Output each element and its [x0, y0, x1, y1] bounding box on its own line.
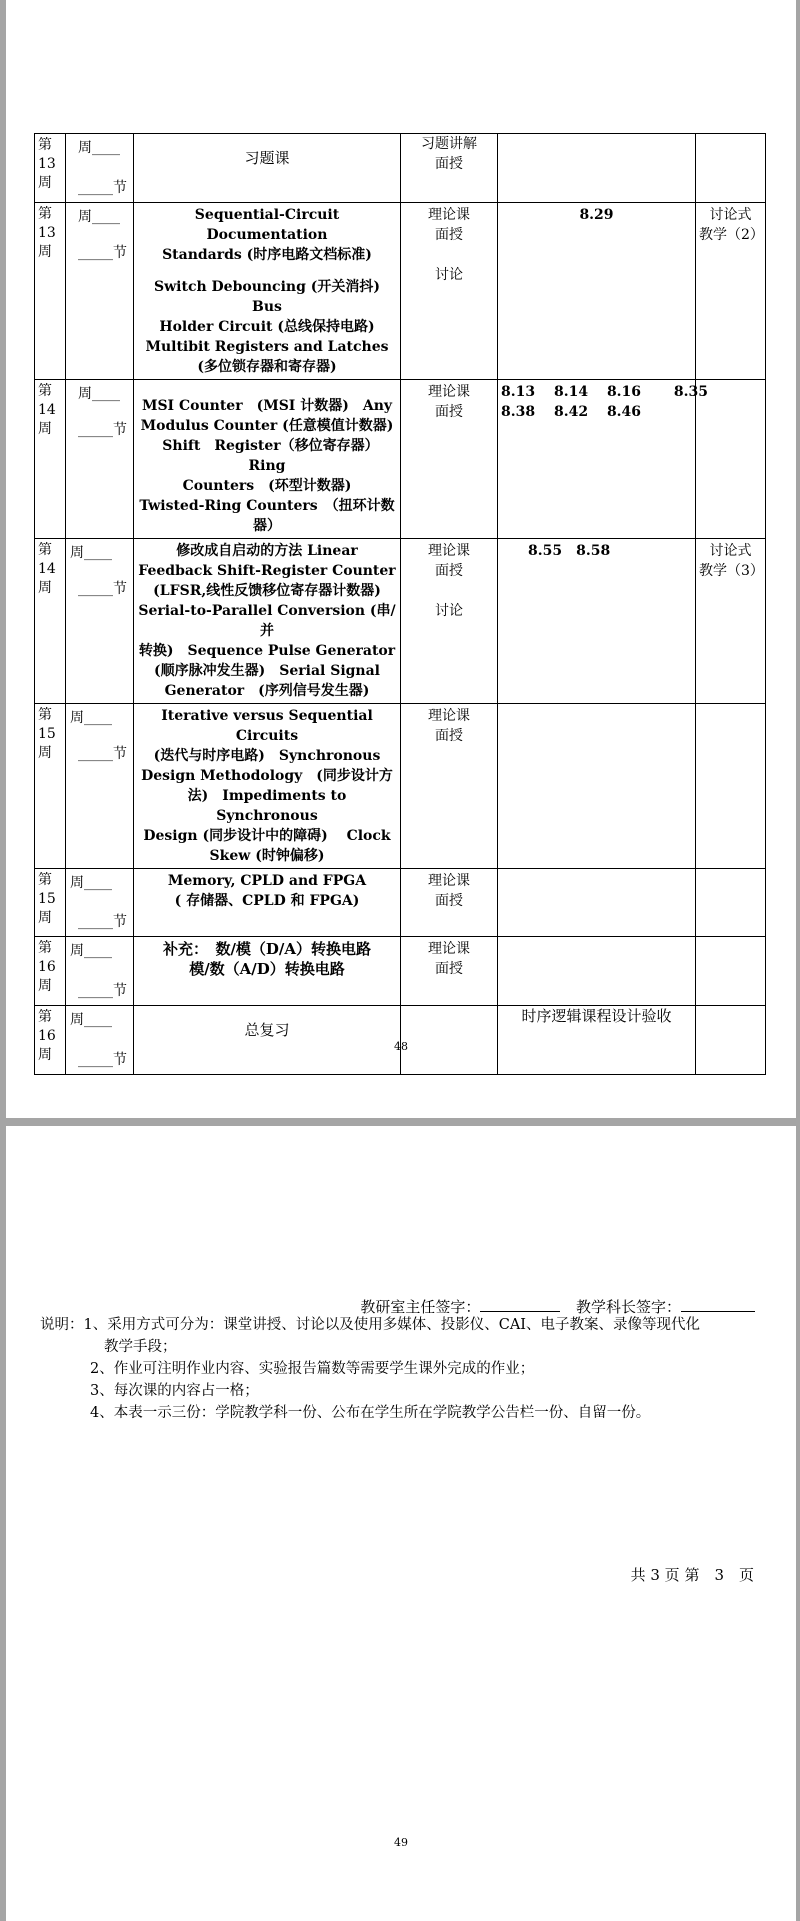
period-blank: _____节	[78, 180, 127, 196]
period-blank: _____节	[78, 746, 127, 762]
table-row	[35, 704, 766, 869]
week-day-blank: 周____	[70, 875, 112, 891]
homework-cell	[498, 704, 696, 869]
topic-cell: Memory, CPLD and FPGA ( 存储器、CPLD 和 FPGA)	[134, 869, 401, 937]
page-count-info: 共 3 页 第 3 页	[630, 1566, 754, 1584]
session-cell	[66, 203, 134, 380]
session-cell	[66, 937, 134, 1006]
note-item: 教学手段；	[104, 1339, 177, 1355]
period-blank: _____节	[78, 914, 127, 930]
director-signature-blank	[480, 1297, 560, 1312]
topic-cell: 总复习	[134, 1006, 401, 1075]
table-row	[35, 937, 766, 1006]
week-cell: 第 15 周	[35, 869, 66, 937]
week-day-blank: 周____	[70, 545, 112, 561]
note-cell	[696, 937, 766, 1006]
session-cell	[66, 539, 134, 704]
table-row	[35, 134, 766, 203]
topic-cell: 补充： 数/模（D/A）转换电路 模/数（A/D）转换电路	[134, 937, 401, 1006]
homework-cell	[498, 937, 696, 1006]
week-day-blank: 周____	[70, 1012, 112, 1028]
director-signature-label: 教研室主任签字：	[360, 1298, 481, 1316]
note-cell	[696, 704, 766, 869]
session-cell	[66, 704, 134, 869]
note-item: 2、作业可注明作业内容、实验报告篇数等需要学生课外完成的作业；	[90, 1361, 535, 1377]
homework-cell: 8.13 8.14 8.16 8.35 8.38 8.42 8.46	[498, 380, 696, 539]
teaching-mode-cell: 理论课 面授	[401, 937, 498, 1006]
note-item: 3、每次课的内容占一格；	[90, 1383, 259, 1399]
teaching-mode-cell: 理论课 面授	[401, 380, 498, 539]
note-cell: 讨论式 教学（2）	[696, 203, 766, 380]
period-blank: _____节	[78, 245, 127, 261]
teaching-mode-cell: 理论课 面授 讨论	[401, 203, 498, 380]
note-cell: 讨论式 教学（3）	[696, 539, 766, 704]
homework-cell: 时序逻辑课程设计验收	[498, 1006, 696, 1075]
page-number: 48	[394, 1040, 408, 1053]
teaching-mode-cell: 理论课 面授	[401, 869, 498, 937]
week-cell: 第 13 周	[35, 203, 66, 380]
note-item: 4、本表一示三份：学院教学科一份、公布在学生所在学院教学公告栏一份、自留一份。	[90, 1405, 651, 1421]
period-blank: _____节	[78, 1052, 127, 1068]
week-cell: 第 16 周	[35, 1006, 66, 1075]
table-row	[35, 869, 766, 937]
week-cell: 第 15 周	[35, 704, 66, 869]
document-page-48	[6, 0, 796, 1118]
week-cell: 第 16 周	[35, 937, 66, 1006]
week-day-blank: 周____	[70, 943, 112, 959]
dean-signature-label: 教学科长签字：	[575, 1298, 681, 1316]
teaching-mode-cell: 理论课 面授 讨论	[401, 539, 498, 704]
homework-cell	[498, 869, 696, 937]
homework-cell: 8.29	[498, 203, 696, 380]
week-day-blank: 周____	[78, 209, 120, 225]
period-blank: _____节	[78, 422, 127, 438]
table-row	[35, 539, 766, 704]
topic-cell: Sequential-Circuit Documentation Standards (时序电路文档标准) Switch Debouncing (开关消抖) Bus Holder Circuit (总线保持电路) Multibit Registers and Latches (多位锁存器和寄存器)	[134, 203, 401, 380]
note-cell	[696, 380, 766, 539]
period-blank: _____节	[78, 983, 127, 999]
topic-cell: 习题课	[134, 134, 401, 203]
week-cell: 第 13 周	[35, 134, 66, 203]
session-cell	[66, 380, 134, 539]
teaching-schedule-table	[34, 133, 766, 1075]
week-day-blank: 周____	[70, 710, 112, 726]
week-cell: 第 14 周	[35, 539, 66, 704]
topic-cell: Iterative versus Sequential Circuits (迭代与时序电路) Synchronous Design Methodology (同步设计方 法) Impediments to Synchronous Design (同步设计中的障碍) Clock Skew (时钟偏移)	[134, 704, 401, 869]
table-row	[35, 203, 766, 380]
topic-cell: 修改成自启动的方法 Linear Feedback Shift-Register Counter (LFSR,线性反馈移位寄存器计数器) Serial-to-Parallel Conversion (串/并 转换) Sequence Pulse Generator (顺序脉冲发生器) Serial Signal Generator (序列信号发生器)	[134, 539, 401, 704]
week-day-blank: 周____	[78, 386, 120, 402]
page-number: 49	[394, 1836, 408, 1849]
period-blank: _____节	[78, 581, 127, 597]
teaching-mode-cell: 习题讲解 面授	[401, 134, 498, 203]
note-cell	[696, 134, 766, 203]
note-cell	[696, 869, 766, 937]
document-page-49	[6, 1126, 796, 1921]
week-day-blank: 周____	[78, 140, 120, 156]
session-cell	[66, 869, 134, 937]
note-item: 说明：1、采用方式可分为：课堂讲授、讨论以及使用多媒体、投影仪、CAI、电子教案、录像等现代化	[40, 1317, 701, 1333]
table-row	[35, 380, 766, 539]
homework-cell	[498, 134, 696, 203]
week-cell: 第 14 周	[35, 380, 66, 539]
notes-block	[40, 1314, 760, 1424]
teaching-mode-cell: 理论课 面授	[401, 704, 498, 869]
session-cell	[66, 134, 134, 203]
dean-signature-blank	[681, 1297, 755, 1312]
homework-cell: 8.55 8.58	[498, 539, 696, 704]
topic-cell: MSI Counter (MSI 计数器) Any Modulus Counter (任意模值计数器) Shift Register（移位寄存器） Ring Counters (环型计数器) Twisted-Ring Counters （扭环计数 器）	[134, 380, 401, 539]
